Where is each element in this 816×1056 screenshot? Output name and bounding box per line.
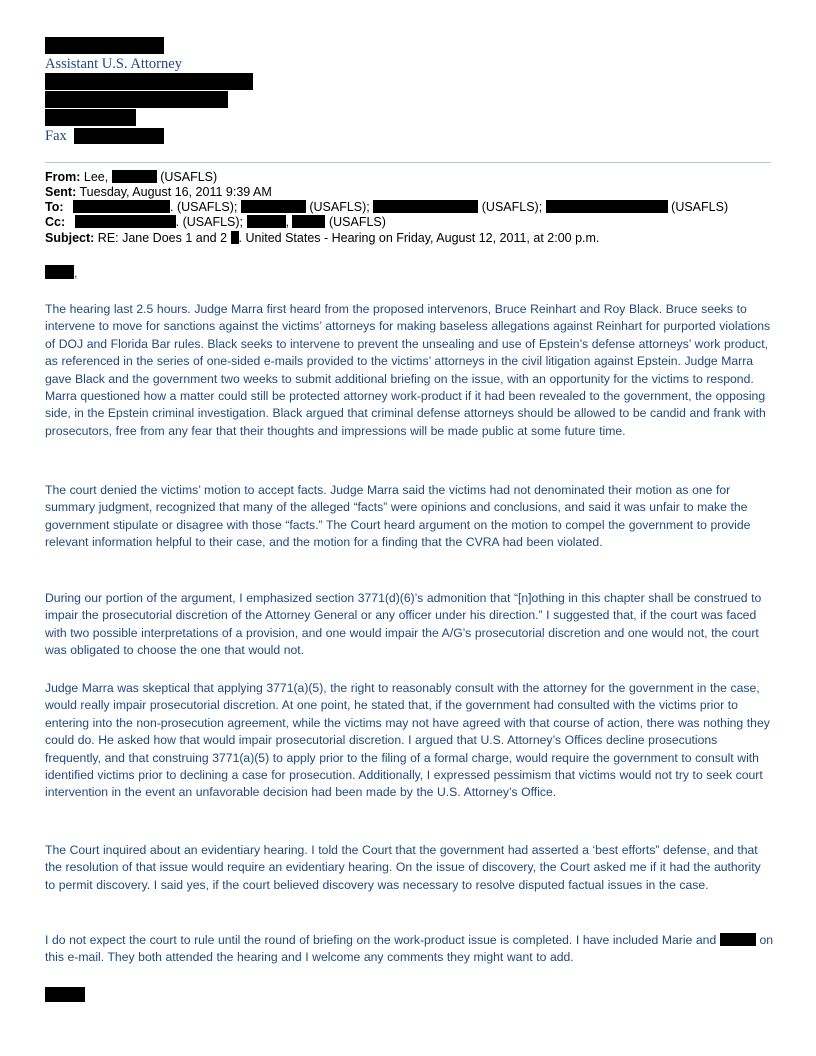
to-part-3: (USAFLS); — [481, 200, 543, 214]
body-paragraph-1: The hearing last 2.5 hours. Judge Marra first heard from the proposed intervenors, Bruce Reinhart and Roy Black. Bruce seeks to intervene to move for sanctions against the victims’ attorneys for making baseless allegations against Reinhart for purported violations of DOJ and Florida Bar rules. Black seeks to intervene to prevent the unsealing and use of Epstein’s defense attorneys’ work product, as referenced in the series of one-sided e-mails provided to the victims’ attorneys in the civil litigation against Epstein. Judge Marra gave Black and the government two weeks to submit additional briefing on the issue, with an opportunity for the victims to respond. Marra questioned how a matter could still be protected attorney work-product if it had been revealed to the government, the opposing side, in the Epstein criminal investigation. Black argued that criminal defense attorneys should be allowed to be candid and frank with prosecutors, free from any fear that their thoughts and impressions will be made public at some future time. — [45, 302, 771, 438]
fax-label: Fax — [45, 128, 67, 144]
redacted-cc-recipient-3 — [292, 215, 325, 228]
body-paragraph-4: Judge Marra was skeptical that applying 3771(a)(5), the right to reasonably consult with the attorney for the government in the case, would really impair prosecutorial discretion. At one point, he stated that, if the government had consulted with the victims prior to entering into the non-prosecution agreement, while the victims may not have agreed with that course of action, there was nothing they could do. He asked how that would impair prosecutorial discretion. I argued that U.S. Attorney’s Offices decline prosecutions frequently, and that construing 3771(a)(5) to apply prior to the filing of a formal charge, would require the government to consult with identified victims prior to declining a case for prosecution. Additionally, I expressed pessimism that victims would not try to seek court intervention in the event an unfavorable decision had been made by the U.S. Attorney’s Office. — [45, 681, 770, 800]
subject-line — [45, 231, 599, 246]
redacted-greeting-name — [45, 265, 74, 279]
redacted-signature-line-2 — [45, 91, 228, 108]
signature-title: Assistant U.S. Attorney — [45, 56, 182, 72]
from-line — [45, 170, 217, 185]
cc-part-1: . (USAFLS); — [175, 215, 244, 229]
redacted-closing-signature — [45, 987, 85, 1002]
redacted-signature-name — [45, 37, 164, 54]
cc-label: Cc: — [45, 215, 66, 229]
greeting — [45, 265, 77, 281]
redacted-signature-line-3 — [45, 109, 136, 126]
cc-line — [45, 215, 386, 230]
redacted-fax-number — [74, 128, 164, 144]
sent-label: Sent: — [45, 185, 77, 199]
redacted-cc-recipient-2 — [247, 215, 286, 228]
body-paragraph-6-a: I do not expect the court to rule until the round of briefing on the work-product issue is completed. I have included Marie and — [45, 933, 717, 947]
redacted-cc-name-in-body — [720, 933, 756, 946]
redacted-cc-recipient-1 — [75, 215, 176, 228]
from-label: From: — [45, 170, 81, 184]
cc-part-2: , — [285, 215, 289, 229]
subject-value-a: RE: Jane Does 1 and 2 — [97, 231, 228, 245]
from-value-b: (USAFLS) — [160, 170, 218, 184]
redacted-to-recipient-1 — [73, 200, 170, 213]
to-line — [45, 200, 728, 215]
to-part-2: (USAFLS); — [309, 200, 370, 214]
sent-line — [45, 185, 272, 200]
header-divider — [45, 162, 771, 163]
subject-label: Subject: — [45, 231, 95, 245]
greeting-suffix: , — [74, 266, 78, 280]
redacted-to-recipient-2 — [241, 200, 306, 213]
redacted-subject-word — [231, 231, 239, 244]
redacted-to-recipient-4 — [546, 200, 668, 213]
body-paragraph-3: During our portion of the argument, I emphasized section 3771(d)(6)’s admonition that “[n]othing in this chapter shall be construed to impair the prosecutorial discretion of the Attorney General or any officer under his direction.” I suggested that, if the court was faced with two possible interpretations of a provision, and one would impair the A/G’s prosecutorial discretion and one would not, the court was obligated to choose the one that would not. — [45, 591, 762, 658]
body-paragraph-6 — [45, 932, 773, 967]
body-paragraph-2: The court denied the victims’ motion to accept facts. Judge Marra said the victims had not denominated their motion as one for summary judgment, recognized that many of the alleged “facts” were opinions and conclusions, and said it was unfair to make the government stipulate or disagree with those “facts.” The Court heard argument on the motion to compel the government to provide relevant information helpful to their case, and the motion for a finding that the CVRA had been violated. — [45, 483, 751, 550]
redacted-to-recipient-3 — [373, 200, 478, 213]
cc-part-3: (USAFLS) — [328, 215, 386, 229]
subject-value-b: . United States - Hearing on Friday, August 12, 2011, at 2:00 p.m. — [238, 231, 600, 245]
from-value-a: Lee, — [83, 170, 109, 184]
body-paragraph-6-b: on this e-mail. They both attended the hearing and I welcome any comments they might want to add. — [45, 933, 773, 965]
sent-value: Tuesday, August 16, 2011 9:39 AM — [79, 185, 272, 199]
to-part-4: (USAFLS) — [671, 200, 729, 214]
to-part-1: . (USAFLS); — [170, 200, 238, 214]
redacted-signature-line-1 — [45, 73, 253, 90]
redacted-from-name — [112, 170, 157, 183]
to-label: To: — [45, 200, 64, 214]
body-paragraph-5: The Court inquired about an evidentiary hearing. I told the Court that the government had asserted a ‘best efforts” defense, and that the resolution of that issue would require an evidentiary hearing. On the issue of discovery, the Court asked me if it had the authority to permit discovery. I said yes, if the court believed discovery was necessary to resolve disputed factual issues in the case. — [45, 843, 761, 892]
